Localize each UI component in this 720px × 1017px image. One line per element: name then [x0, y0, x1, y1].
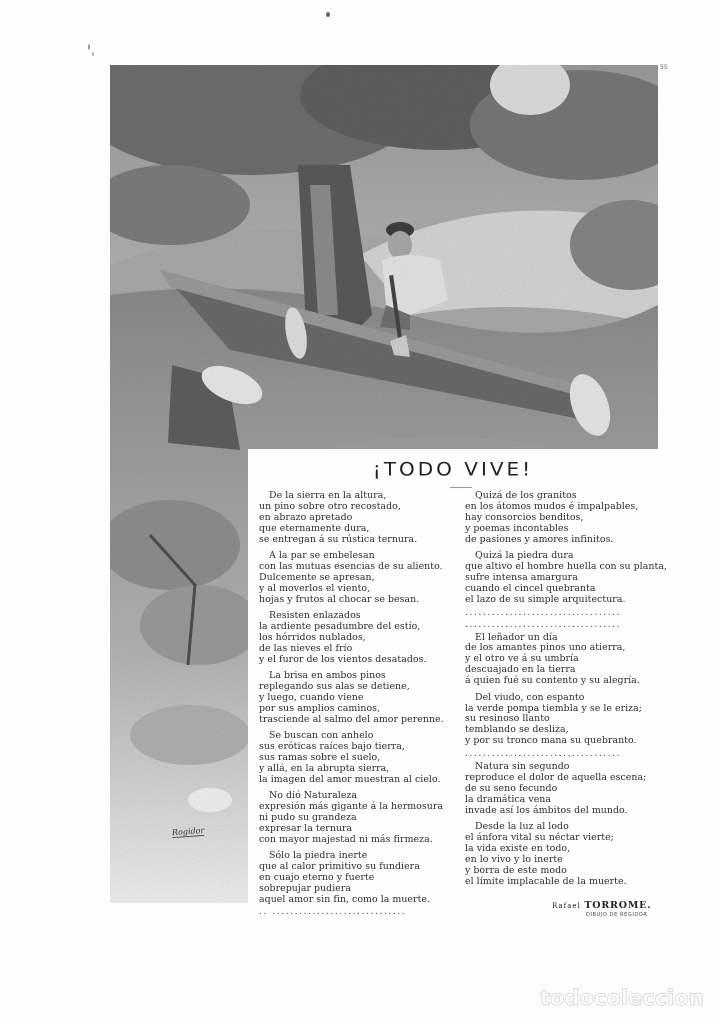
verse-line: Quizá de los granitos [475, 490, 577, 501]
verse-line: á quien fué su contento y su alegría. [465, 675, 640, 687]
verse-line: aquel amor sin fin, como la muerte. [259, 893, 431, 905]
verse-line: No dió Naturaleza [269, 790, 358, 802]
verse-line: con las mutuas esencias de su aliento. [259, 560, 443, 572]
verse-line: trasciende al salmo del amor perenne. [259, 713, 444, 725]
verse-line: el lazo de su simple arquitectura. [465, 593, 626, 605]
verse-line: y borra de este modo [465, 864, 567, 876]
verse-line: que altivo el hombre huella con su planta, [465, 560, 667, 572]
verse-line: y el furor de los vientos desatados. [259, 653, 427, 665]
verse-line: A la par se embelesan [269, 550, 375, 562]
stanza [259, 671, 464, 726]
stanza [465, 822, 680, 887]
paper-speck [92, 52, 94, 56]
verse-line: expresión más gigante á la hermosura [259, 801, 443, 813]
verse-line: Del viudo, con espanto [475, 691, 585, 703]
verse-line: Sólo la piedra inerte [269, 850, 368, 862]
watermark-logo: todocoleccion [540, 986, 704, 1010]
verse-line: la vida existe en todo, [465, 842, 571, 854]
verse-line: la ardiente pesadumbre del estío, [259, 620, 421, 632]
verse-line: en cuajo eterno y fuerte [259, 872, 375, 883]
paper-speck [88, 44, 90, 50]
verse-line: De la sierra en la altura, [269, 490, 387, 501]
poem-right-column [465, 491, 680, 893]
verse-line: en lo vivo y lo inerte [465, 853, 563, 865]
verse-line: la imagen del amor muestran al cielo. [259, 773, 441, 785]
verse-line: la dramática vena [465, 793, 552, 805]
artist-signature: Rogidor [171, 825, 205, 838]
stanza [465, 551, 680, 606]
ellipsis-divider: ................................... [465, 620, 622, 630]
verse-line: en abrazo apretado [259, 511, 353, 523]
verse-line: Desde la luz al lodo [475, 821, 569, 833]
paper-speck [326, 12, 330, 17]
verse-line: un pino sobre otro recostado, [259, 500, 401, 512]
verse-line: sus ramas sobre el suelo, [259, 751, 381, 763]
verse-line: de su seno fecundo [465, 782, 558, 794]
title-divider [450, 487, 472, 488]
stanza [259, 791, 464, 846]
verse-line: invade así los ámbitos del mundo. [465, 804, 628, 816]
poem-left-column [259, 491, 464, 920]
verse-line: el límite implacable de la muerte. [465, 875, 627, 887]
stanza [259, 611, 464, 666]
page-number-mark: 55 [660, 64, 668, 71]
verse-line: Se buscan con anhelo [269, 730, 374, 742]
verse-line: reproduce el dolor de aquella escena; [465, 772, 647, 784]
verse-line: con mayor majestad ni más firmeza. [259, 833, 433, 845]
verse-line: de las nieves el frío [259, 642, 353, 654]
verse-line: Natura sin segundo [475, 761, 570, 773]
poem-panel [248, 449, 720, 949]
author-given-name: Rafael [552, 902, 581, 910]
verse-line: Resisten enlazados [269, 610, 361, 622]
ellipsis-divider: ................................... [465, 608, 622, 618]
verse-line: de pasiones y amores infinitos. [465, 533, 614, 545]
verse-line: y luego, cuando viene [259, 691, 364, 703]
verse-line: Quizá la piedra dura [475, 550, 574, 562]
ellipsis-divider: ................................... [465, 750, 622, 760]
verse-line: la verde pompa tiembla y se le eriza; [465, 702, 643, 714]
verse-line: y el otro ve á su umbría [465, 653, 579, 665]
verse-line: y allá, en la abrupta sierra, [259, 762, 390, 774]
stanza [259, 731, 464, 786]
stanza [259, 491, 464, 546]
stanza [465, 633, 680, 688]
verse-line: hojas y frutos al chocar se besan. [259, 593, 420, 605]
stanza [465, 762, 680, 817]
verse-line: de los amantes pinos uno atierra, [465, 642, 626, 654]
poem-title: ¡TODO VIVE! [372, 457, 534, 481]
verse-line: y al moverlos el viento, [259, 582, 371, 594]
stanza [259, 851, 464, 906]
ellipsis-divider: .. .............................. [259, 907, 407, 917]
poem-author [552, 900, 651, 911]
verse-line: replegando sus alas se detiene, [259, 681, 410, 692]
verse-line: que eternamente dura, [259, 522, 370, 534]
verse-line: sufre intensa amargura [465, 571, 578, 583]
verse-line: La brisa en ambos pinos [269, 670, 386, 682]
verse-line: hay consorcios benditos, [465, 511, 584, 523]
verse-line: los hórridos nublados, [259, 631, 366, 643]
author-surname: TORROME. [584, 900, 652, 911]
verse-line: temblando se desliza, [465, 724, 569, 736]
stanza [465, 491, 680, 546]
verse-line: que al calor primitivo su fundiera [259, 861, 420, 873]
stanza [465, 693, 680, 748]
verse-line: por sus amplios caminos, [259, 702, 381, 714]
verse-line: se entregan á su rústica ternura. [259, 533, 418, 545]
verse-line: su resinoso llanto [465, 713, 550, 725]
verse-line: sobrepujar pudiera [259, 882, 352, 894]
stanza [259, 551, 464, 606]
verse-line: el ánfora vital su néctar vierte; [465, 832, 614, 844]
verse-line: y por su tronco mana su quebranto. [465, 735, 637, 747]
verse-line: en los átomos mudos é impalpables, [465, 500, 639, 512]
verse-line: sus eróticas raíces bajo tierra, [259, 741, 405, 753]
illustration-credit: DIBUJO DE REGIDOR [586, 912, 648, 918]
verse-line: cuando el cincel quebranta [465, 582, 596, 594]
verse-line: ni pudo su grandeza [259, 811, 357, 823]
verse-line: Dulcemente se apresan, [259, 571, 375, 583]
verse-line: y poemas incontables [465, 522, 569, 534]
verse-line: El leñador un día [475, 631, 558, 643]
verse-line: descuajado en la tierra [465, 664, 576, 676]
verse-line: expresar la ternura [259, 822, 353, 834]
